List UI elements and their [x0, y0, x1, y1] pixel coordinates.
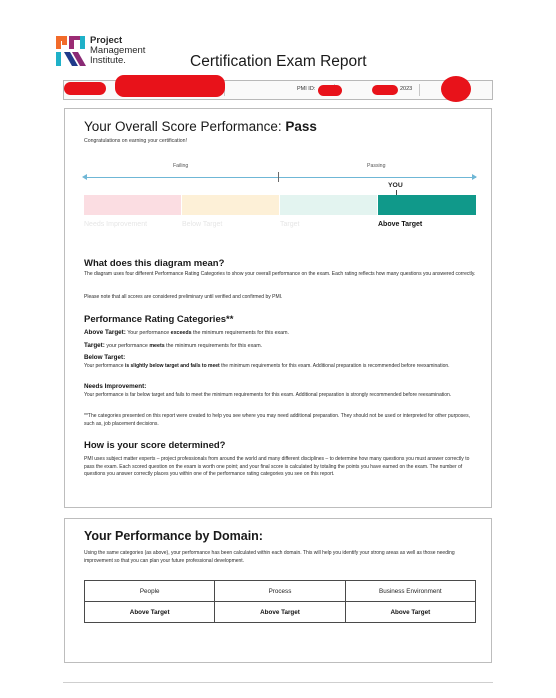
overall-result: Pass [285, 119, 317, 134]
org-line-3: Institute. [90, 55, 126, 66]
domain-people-result: Above Target [85, 602, 215, 623]
congratulations-text: Congratulations on earning your certification! [84, 138, 187, 144]
domain-intro: Using the same categories (as above), your performance has been calculated within each domain. This will help you identify your strong areas as well as those needing improvement so that you can plan your future professional development. [84, 550, 455, 564]
above-target-text-post: the minimum requirements for this exam. [191, 330, 289, 336]
redaction-mark [372, 85, 398, 95]
info-separator [419, 84, 420, 96]
target-text-post: the minimum requirements for this exam. [164, 343, 263, 349]
domain-business-environment: Business Environment [345, 581, 475, 602]
categories-footnote: **The categories presented on this report were created to help you see where you may need additional preparation. They should not be used or interpreted for other purposes, such as, job placement decisions. [84, 413, 470, 427]
domain-performance-card [64, 518, 492, 663]
you-marker-label: YOU [388, 182, 403, 189]
below-target-text-pre: Your performance [84, 363, 125, 369]
diagram-meaning-para-2: Please note that all scores are considered preliminary until verified and confirmed by PMI. [84, 294, 283, 300]
passing-label: Passing [367, 163, 386, 169]
axis-arrow-left-icon [82, 174, 87, 180]
diagram-meaning-para-1: The diagram uses four different Performance Rating Categories to show your overall performance on the exam. Each rating reflects how many questions you answered correctly. [84, 271, 476, 277]
below-target-term: Below Target: [84, 354, 126, 361]
pmi-id-label: PMI ID: [297, 86, 316, 92]
pass-threshold-tick [278, 172, 279, 182]
segment-above-target [378, 195, 476, 215]
diagram-meaning-heading: What does this diagram mean? [84, 258, 225, 269]
category-label-above-target: Above Target [378, 221, 423, 228]
org-line-1: Project [90, 35, 123, 46]
category-label-target: Target [280, 221, 300, 228]
report-header [0, 0, 556, 80]
above-target-text-pre: Your performance [125, 330, 171, 336]
domain-results-table [84, 580, 476, 623]
domain-result-row [85, 602, 476, 623]
org-name [90, 36, 145, 66]
domain-header-row [85, 581, 476, 602]
score-axis [84, 177, 476, 178]
score-determined-heading: How is your score determined? [84, 440, 226, 451]
below-target-text-strong: is slightly below target and fails to meet [124, 363, 220, 369]
below-target-definition [84, 363, 476, 371]
above-target-term: Above Target: [84, 329, 126, 336]
exam-date-year: 2023 [400, 86, 413, 92]
domain-people: People [85, 581, 215, 602]
overall-heading-text: Your Overall Score Performance: [84, 119, 286, 134]
redaction-mark [115, 75, 225, 97]
segment-target [280, 195, 377, 215]
domain-process: Process [215, 581, 345, 602]
org-line-2: Management [90, 45, 146, 56]
page-footer-divider [63, 682, 493, 683]
axis-arrow-right-icon [472, 174, 477, 180]
overall-score-heading [84, 119, 317, 134]
domain-process-result: Above Target [215, 602, 345, 623]
failing-label: Failing [173, 163, 189, 169]
needs-improvement-term: Needs Improvement: [84, 383, 147, 390]
domain-business-environment-result: Above Target [345, 602, 475, 623]
needs-improvement-definition: Your performance is far below target and fails to meet the minimum requirements for this exam. Additional preparation is strongly recommended before reexamination. [84, 392, 452, 398]
target-term: Target: [84, 342, 105, 349]
target-text-strong: meets [149, 343, 165, 349]
overall-score-card [64, 108, 492, 508]
redaction-mark [441, 76, 471, 102]
pmi-logo-icon [56, 36, 86, 66]
report-title: Certification Exam Report [190, 53, 367, 70]
domain-heading: Your Performance by Domain: [84, 529, 263, 543]
category-label-needs-improvement: Needs Improvement [84, 221, 148, 228]
score-determined-para: PMI uses subject matter experts – project professionals from around the world and many different disciplines – to determine how many questions you must answer correctly to pass the exam. Each scored question on the exam is worth one point; and your final score is calculated by totaling the points you have earned on the exam. The number of questions you answer correctly places you within one of the performance rating categories you see on this report. [84, 456, 470, 478]
target-text-pre: your performance [104, 343, 150, 349]
target-definition [84, 342, 476, 351]
segment-below-target [182, 195, 279, 215]
rating-categories-heading: Performance Rating Categories** [84, 314, 234, 325]
above-target-definition [84, 329, 476, 338]
segment-needs-improvement [84, 195, 181, 215]
category-label-below-target: Below Target [182, 221, 223, 228]
above-target-text-strong: exceeds [170, 330, 192, 336]
below-target-text-post: the minimum requirements for this exam. Additional preparation is recommended before reexamination. [219, 363, 450, 369]
redaction-mark [318, 85, 342, 96]
redaction-mark [64, 82, 106, 95]
